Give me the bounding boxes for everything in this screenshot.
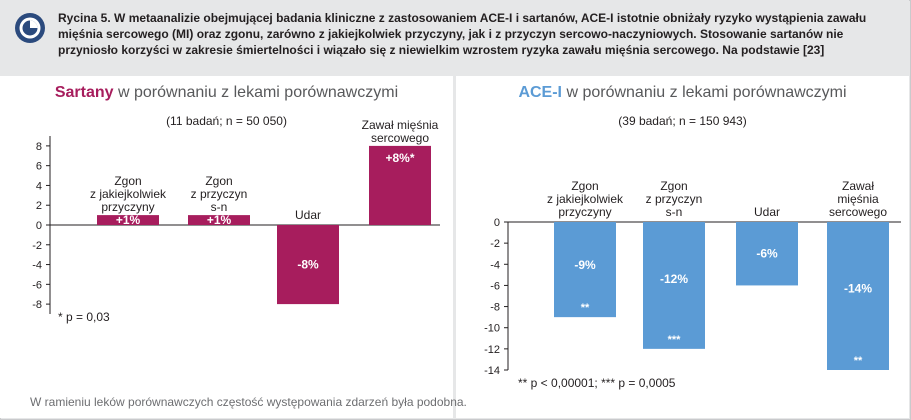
acei-title-rest: w porównaniu z lekami porównawczymi (562, 84, 847, 101)
acei-y-tick-label: -14 (484, 365, 500, 377)
acei-bar-significance-mark: ** (853, 355, 863, 367)
sartany-category-label: z przyczyn (190, 187, 248, 202)
acei-category-label: z jakiejkolwiek (546, 192, 624, 206)
acei-bar-value-label: -14% (843, 281, 873, 296)
acei-subtitle: (39 badań; n = 150 943) (618, 114, 747, 128)
acei-category-label: Zgon (571, 179, 599, 193)
sartany-bar-value-label: +1% (115, 213, 141, 228)
sartany-category-label: z jakiejkolwiek (89, 187, 167, 202)
acei-y-tick-label: -10 (484, 322, 500, 335)
acei-category-label: przyczyny (558, 205, 612, 219)
acei-panel (456, 76, 909, 418)
sartany-category-label: Zgon (205, 174, 233, 189)
figure-footer-note: W ramieniu leków porównawczych częstość występowania zdarzeń była podobna. (30, 395, 467, 409)
sartany-y-tick-label: -6 (32, 279, 42, 292)
sartany-y-tick-label: 0 (35, 220, 42, 232)
acei-bar-significance-mark: ** (580, 302, 590, 315)
sartany-category-label: s-n (210, 200, 228, 215)
acei-bar-significance-mark: *** (667, 333, 681, 346)
acei-y-tick-label: 0 (493, 217, 500, 229)
sartany-bar-value-label: +8%* (385, 150, 415, 165)
acei-bar-chart (456, 76, 909, 418)
acei-y-tick-label: -12 (484, 343, 500, 356)
sartany-bar-chart (0, 76, 453, 418)
sartany-y-tick-label: 6 (35, 160, 42, 173)
sartany-title-accent: Sartany (54, 84, 114, 101)
figure-caption: Rycina 5. W metaanalizie obejmującej badania kliniczne z zastosowaniem ACE-I i sartanów, ACE-I istotnie obniżały ryzyko wystąpienia zawału mięśnia sercowego (MI) oraz zgonu, zarówno z jakiejkolwiek przyczyny, jak i z przyczyn sercowo-naczyniowych. Stosowanie sartanów nie przyniosło korzyści w zakresie śmiertelności i wiązało się z niewielkim wzrostem ryzyka zawału mięśnia sercowego. Na podstawie [23] (58, 11, 867, 57)
acei-category-label: Zgon (660, 179, 688, 193)
acei-bar-value-label: -12% (659, 272, 689, 287)
acei-category-label: Zawał (841, 179, 875, 193)
acei-bar (827, 222, 889, 370)
sartany-y-tick-label: -4 (32, 259, 42, 272)
sartany-category-label: Udar (294, 208, 322, 222)
sartany-y-tick-label: -8 (32, 299, 42, 312)
acei-y-tick-label: -6 (490, 280, 500, 293)
sartany-category-label: Zgon (114, 174, 142, 189)
sartany-bar-value-label: +1% (206, 213, 232, 228)
journal-logo-icon (14, 12, 46, 44)
sartany-significance-note: * p = 0,03 (58, 310, 110, 324)
acei-category-label: sercowego (828, 205, 888, 219)
sartany-y-tick-label: 4 (35, 180, 42, 193)
acei-bar-value-label: -6% (756, 246, 778, 261)
sartany-bar-value-label: -8% (297, 257, 319, 272)
figure-header (0, 0, 909, 76)
acei-category-label: s-n (665, 205, 683, 219)
sartany-category-label: Zawał mięśnia (361, 117, 439, 132)
acei-y-tick-label: -2 (490, 238, 500, 251)
acei-y-tick-label: -4 (490, 259, 500, 272)
acei-significance-note: ** p < 0,00001; *** p = 0,0005 (518, 376, 676, 390)
acei-title-accent: ACE-I (518, 84, 562, 101)
sartany-category-label: przyczyny (101, 200, 155, 215)
acei-y-tick-label: -8 (490, 301, 500, 314)
sartany-y-tick-label: 2 (35, 200, 42, 213)
sartany-category-label: sercowego (370, 130, 430, 145)
sartany-y-tick-label: 8 (35, 140, 42, 153)
acei-bar-value-label: -9% (574, 257, 596, 272)
acei-category-label: mięśnia (837, 192, 879, 206)
acei-category-label: z przyczyn (645, 192, 703, 206)
sartany-panel (0, 76, 453, 418)
sartany-subtitle: (11 badań; n = 50 050) (166, 114, 287, 128)
sartany-title-rest: w porównaniu z lekami porównawczymi (113, 84, 399, 101)
acei-category-label: Udar (753, 205, 781, 219)
sartany-y-tick-label: -2 (32, 239, 42, 252)
